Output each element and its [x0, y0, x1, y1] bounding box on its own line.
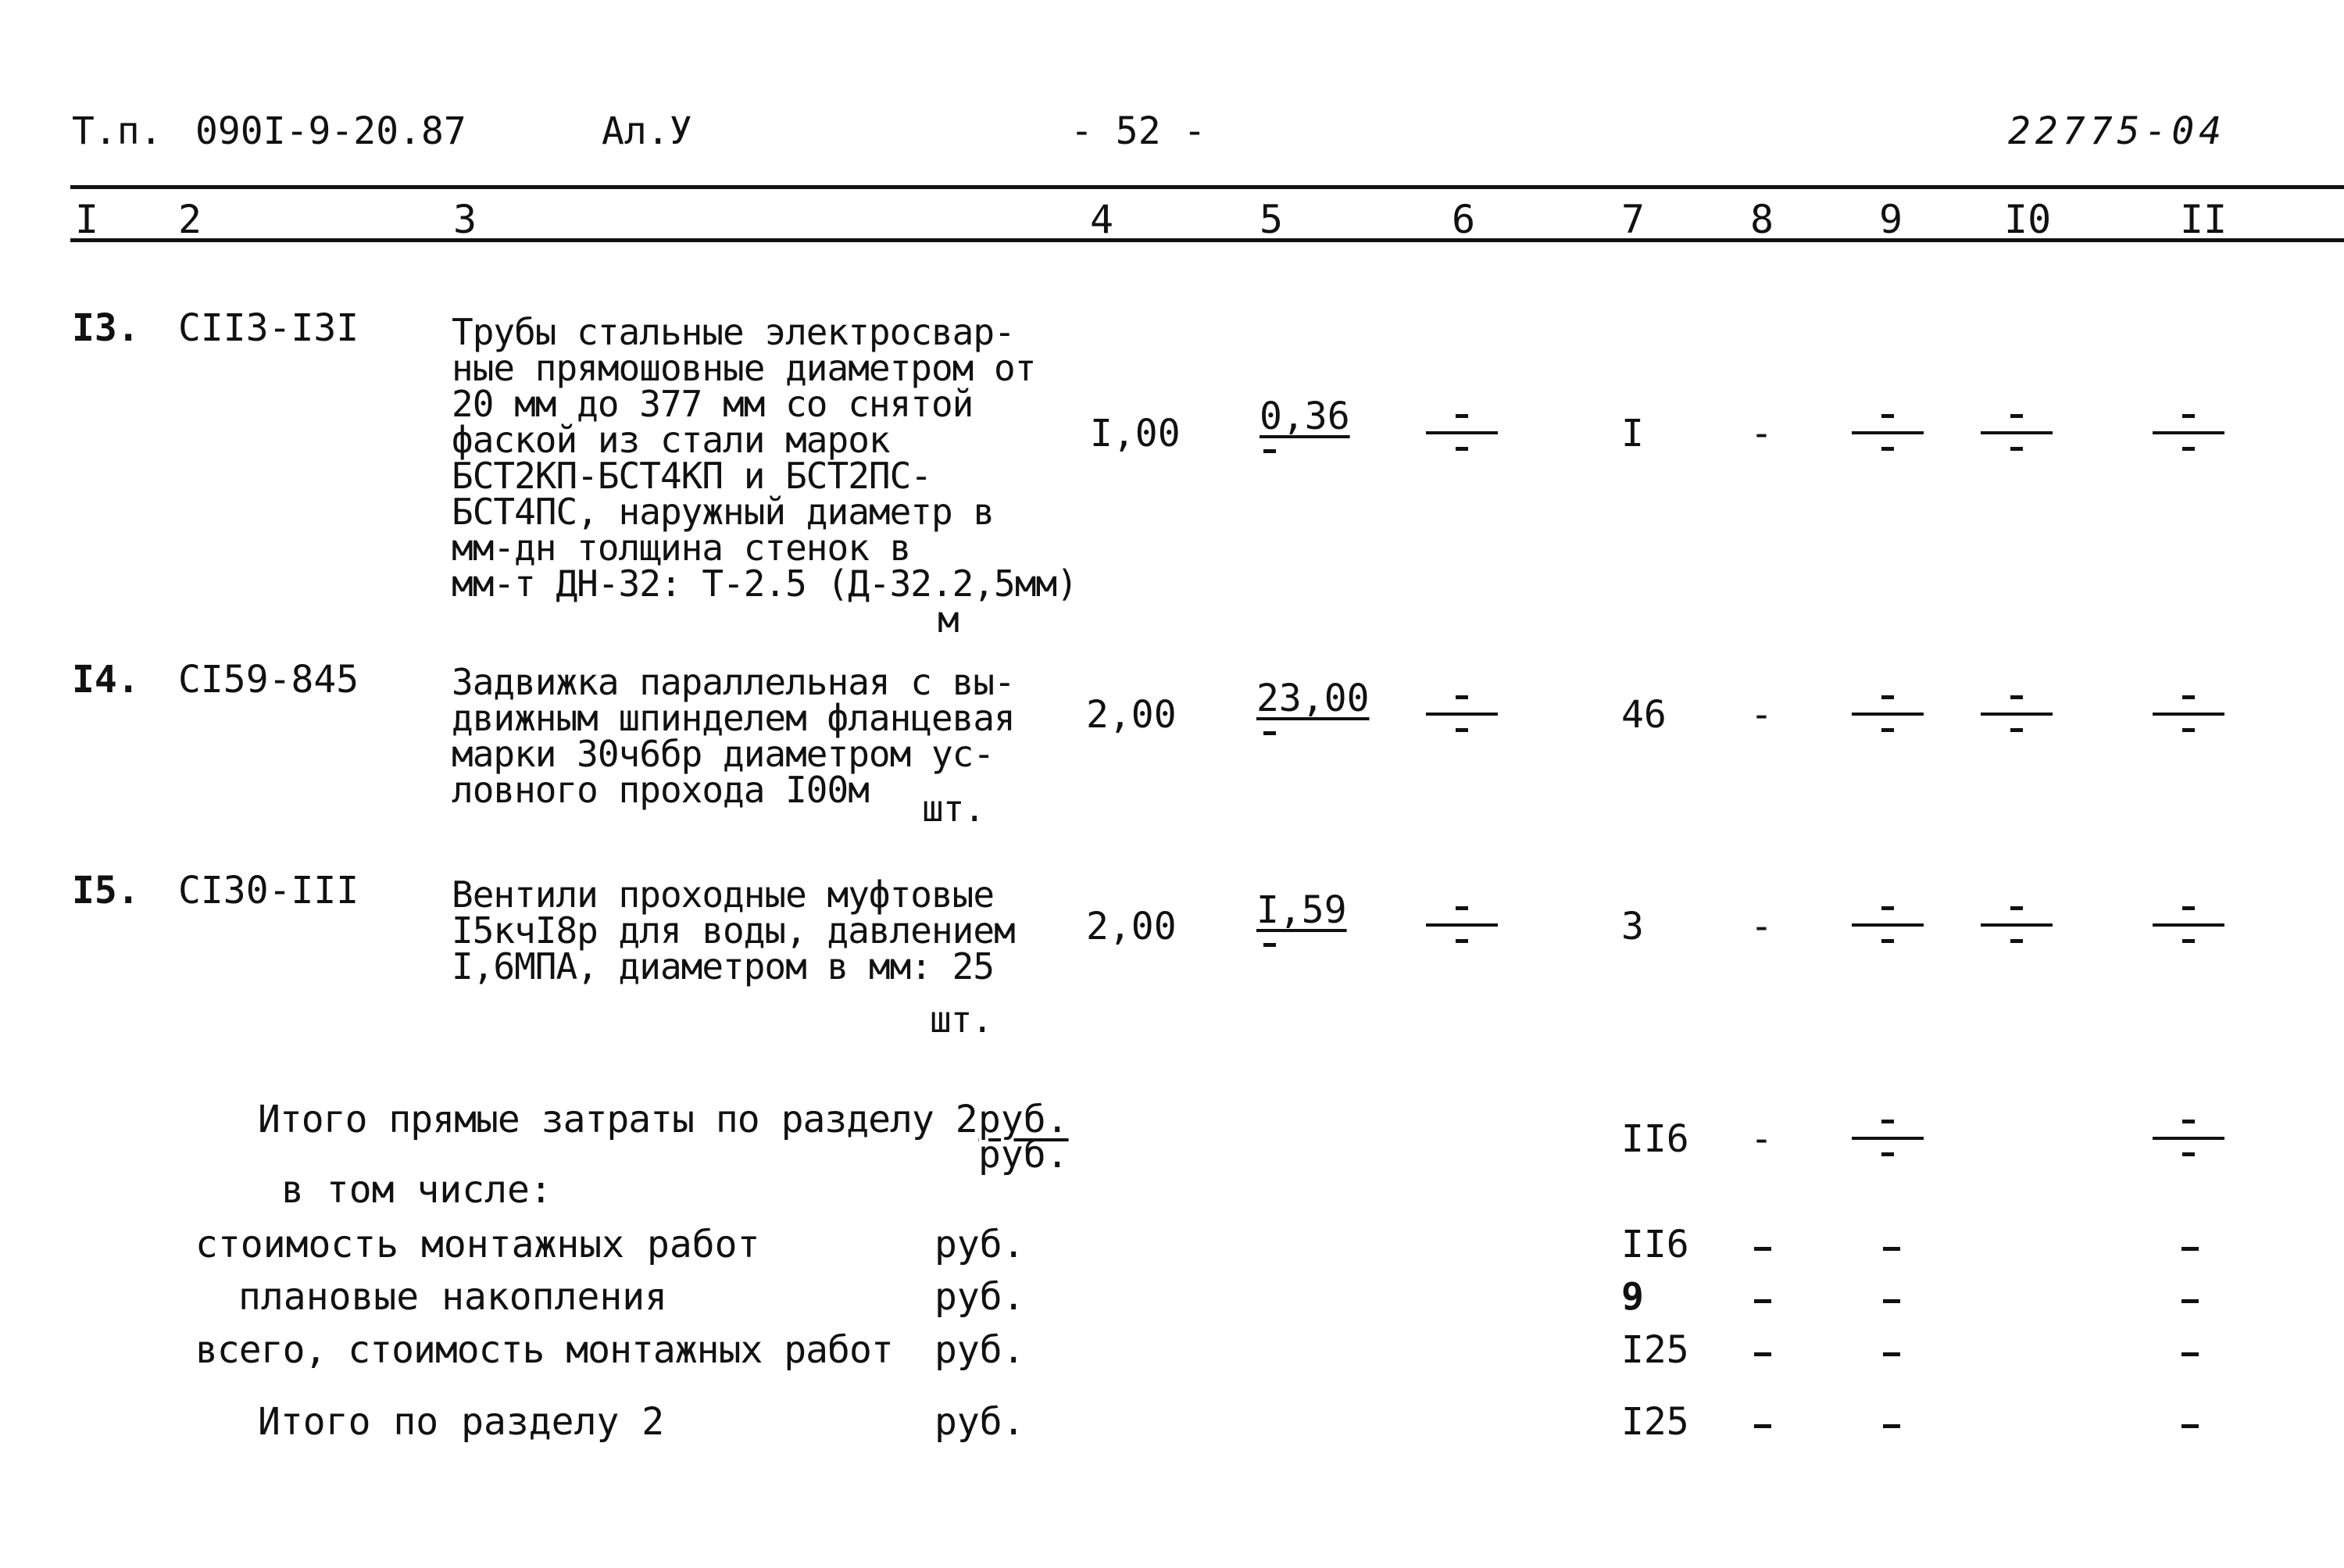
row-13-col10-divide-mark [1981, 414, 2053, 461]
header-rule-top [70, 185, 2344, 189]
summary-line-1-total: II6 [1621, 1223, 1689, 1266]
row-13-col8: - [1750, 412, 1773, 455]
col-num-1: I [75, 197, 99, 242]
row-13-desc-line-3: 20 мм до 377 мм со снятой [452, 383, 974, 425]
summary-line-3-col8-dash [1754, 1352, 1771, 1356]
col-num-2: 2 [178, 197, 202, 242]
row-15-col10-divide-mark [1981, 906, 2053, 953]
row-15-desc-line-3: I,6МПА, диаметром в мм: 25 [452, 945, 995, 988]
summary-line-1-col9-dash [1883, 1247, 1900, 1251]
section-total-col9-dash [1883, 1424, 1900, 1428]
row-15-total: 3 [1621, 905, 1644, 948]
section-total-label: Итого по разделу 2 [258, 1400, 665, 1444]
row-15-price: I,59 [1256, 888, 1347, 932]
album-label: Ал.У [602, 109, 692, 153]
row-13-desc-line-8: мм-т ДН-32: Т-2.5 (Д-32.2,5мм) [452, 563, 1077, 605]
summary-direct-total: II6 [1621, 1117, 1689, 1161]
row-14-number: I4. [72, 658, 140, 702]
row-15-number: I5. [72, 869, 140, 913]
summary-line-3-col9-dash [1883, 1352, 1900, 1356]
summary-line-3-label: всего, стоимость монтажных работ [195, 1328, 893, 1372]
row-13-desc-line-6: БСТ4ПС, наружный диаметр в [452, 491, 995, 533]
row-14-col6-divide-mark [1426, 695, 1498, 742]
summary-line-2-col9-dash [1883, 1299, 1900, 1303]
row-15-col11-divide-mark [2153, 906, 2224, 953]
page-number: - 52 - [1070, 109, 1206, 153]
row-14-qty: 2,00 [1086, 693, 1177, 737]
row-15-col8: - [1750, 905, 1773, 948]
col-num-10: I0 [2004, 197, 2052, 242]
section-total-unit: руб. [934, 1400, 1025, 1444]
summary-line-3-unit: руб. [934, 1328, 1025, 1372]
summary-direct-col8: - [1750, 1117, 1773, 1161]
row-15-desc-line-1: Вентили проходные муфтовые [452, 873, 995, 916]
summary-line-2-total: 9 [1621, 1275, 1644, 1319]
row-15-code: CI30-III [178, 869, 359, 913]
row-13-total: I [1621, 412, 1644, 455]
col-num-6: 6 [1452, 197, 1476, 242]
summary-including-label: в том числе: [281, 1168, 552, 1212]
row-13-desc-line-5: БСТ2КП-БСТ4КП и БСТ2ПС- [452, 455, 931, 497]
row-14-desc-line-2: движным шпинделем фланцевая [452, 697, 1015, 739]
row-13-price-dash [1263, 449, 1276, 453]
doc-type: Т.п. [72, 109, 163, 153]
section-total-col11-dash [2181, 1424, 2199, 1428]
row-13-code: CII3-I3I [178, 306, 359, 350]
row-14-desc-line-4: ловного прохода I00м [452, 769, 869, 811]
row-13-number: I3. [72, 306, 140, 350]
row-15-col6-divide-mark [1426, 906, 1498, 953]
summary-line-2-col11-dash [2181, 1299, 2199, 1303]
header-rule-bottom [70, 238, 2344, 242]
summary-direct-unit-top: руб. [978, 1098, 1069, 1141]
row-14-total: 46 [1621, 693, 1667, 737]
col-num-9: 9 [1879, 197, 1903, 242]
row-15-col9-divide-mark [1852, 906, 1924, 953]
col-num-11: II [2180, 197, 2228, 242]
summary-line-2-unit: руб. [934, 1275, 1025, 1319]
row-13-col9-divide-mark [1852, 414, 1924, 461]
col-num-8: 8 [1750, 197, 1774, 242]
section-total-col8-dash [1754, 1424, 1771, 1428]
col-num-7: 7 [1621, 197, 1645, 242]
row-15-unit: шт. [930, 998, 993, 1041]
summary-line-2-label: плановые накопления [238, 1275, 668, 1319]
row-13-desc-line-4: фаской из стали марок [452, 419, 890, 461]
row-13-desc-line-1: Трубы стальные электросвар- [452, 311, 1015, 353]
row-13-unit: м [938, 598, 959, 641]
summary-direct-label: Итого прямые затраты по разделу 2 [258, 1098, 977, 1141]
row-13-desc-line-2: ные прямошовные диаметром от [452, 347, 1036, 389]
row-14-col8: - [1750, 693, 1773, 737]
row-13-col11-divide-mark [2153, 414, 2224, 461]
col-num-3: 3 [453, 197, 477, 242]
row-15-price-dash [1263, 943, 1276, 947]
col-num-4: 4 [1090, 197, 1114, 242]
row-14-unit: шт. [922, 788, 985, 830]
summary-line-1-label: стоимость монтажных работ [195, 1223, 760, 1266]
row-13-desc-line-7: мм-дн толщина стенок в [452, 527, 911, 569]
row-15-desc-line-2: I5кчI8р для воды, давлением [452, 909, 1015, 952]
col-num-5: 5 [1260, 197, 1284, 242]
summary-direct-unit-bottom: руб. [978, 1133, 1069, 1177]
row-14-price: 23,00 [1256, 677, 1370, 720]
row-14-desc-line-3: марки 30ч6бр диаметром ус- [452, 733, 995, 775]
row-14-code: CI59-845 [178, 658, 359, 702]
summary-line-2-col8-dash [1754, 1299, 1771, 1303]
doc-code: 090I-9-20.87 [195, 109, 466, 153]
row-13-qty: I,00 [1090, 412, 1181, 455]
summary-direct-col9-divide-mark [1852, 1120, 1924, 1166]
row-14-desc-line-1: Задвижка параллельная с вы- [452, 661, 1015, 703]
row-13-col6-divide-mark [1426, 414, 1498, 461]
row-14-col10-divide-mark [1981, 695, 2053, 742]
summary-line-1-col11-dash [2181, 1247, 2199, 1251]
section-total-value: I25 [1621, 1400, 1689, 1444]
summary-direct-col11-divide-mark [2153, 1120, 2224, 1166]
row-14-col9-divide-mark [1852, 695, 1924, 742]
summary-line-1-col8-dash [1754, 1247, 1771, 1251]
stamp-number: 22775-04 [2008, 109, 2227, 153]
summary-line-3-total: I25 [1621, 1328, 1689, 1372]
summary-line-3-col11-dash [2181, 1352, 2199, 1356]
summary-line-1-unit: руб. [934, 1223, 1025, 1266]
row-15-qty: 2,00 [1086, 905, 1177, 948]
row-13-price: 0,36 [1260, 395, 1350, 438]
row-14-price-dash [1263, 731, 1276, 735]
row-14-col11-divide-mark [2153, 695, 2224, 742]
